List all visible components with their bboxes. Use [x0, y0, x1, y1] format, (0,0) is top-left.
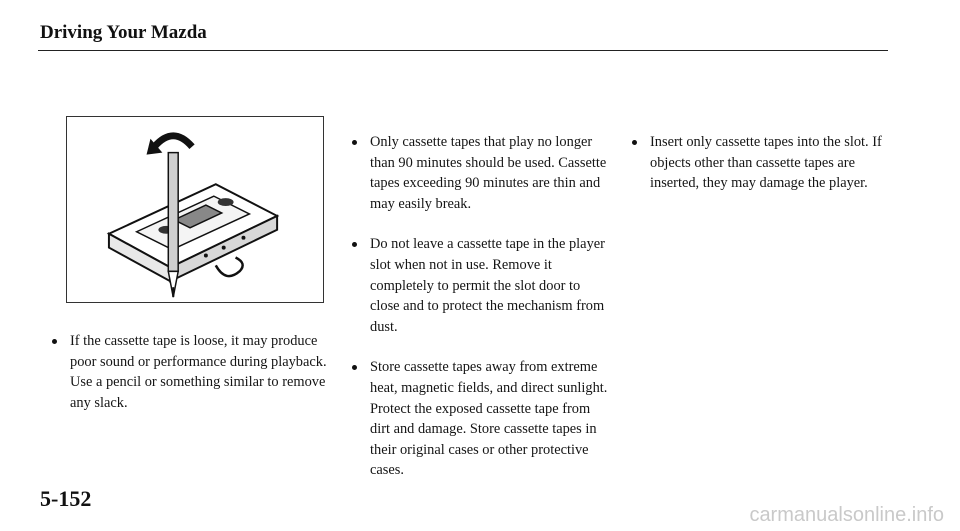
page-number: 5-152: [40, 486, 92, 511]
bullet-icon: [352, 242, 357, 247]
watermark: carmanualsonline.info: [749, 504, 944, 526]
column-1: [52, 331, 342, 433]
list-item: Only cassette tapes that play no longer than 90 minutes should be used. Cassette tapes exceeding 90 minutes are thin and may easily break.: [352, 132, 612, 214]
list-item: Store cassette tapes away from extreme heat, magnetic fields, and direct sunlight. Protect the exposed cassette tape from dirt and damage. Store cassette tapes in their original cases or other protective cases.: [352, 357, 612, 481]
bullet-list-1: [52, 331, 342, 413]
cassette-pencil-illustration: [67, 117, 323, 302]
column-2: [352, 132, 612, 501]
bullet-icon: [352, 365, 357, 370]
column-3: [632, 132, 894, 214]
bullet-icon: [52, 339, 57, 344]
page-header-title: Driving Your Mazda: [40, 22, 207, 43]
header-divider: [38, 50, 888, 51]
cassette-figure: [66, 116, 324, 303]
bullet-icon: [632, 140, 637, 145]
bullet-list-2: [352, 132, 612, 481]
list-item: Insert only cassette tapes into the slot. If objects other than cassette tapes are inserted, they may damage the player.: [632, 132, 894, 194]
bullet-icon: [352, 140, 357, 145]
list-item: If the cassette tape is loose, it may produce poor sound or performance during playback. Use a pencil or something similar to remove any slack.: [52, 331, 342, 413]
bullet-list-3: [632, 132, 894, 194]
list-item: Do not leave a cassette tape in the player slot when not in use. Remove it completely to permit the slot door to close and to protect the mechanism from dust.: [352, 234, 612, 337]
